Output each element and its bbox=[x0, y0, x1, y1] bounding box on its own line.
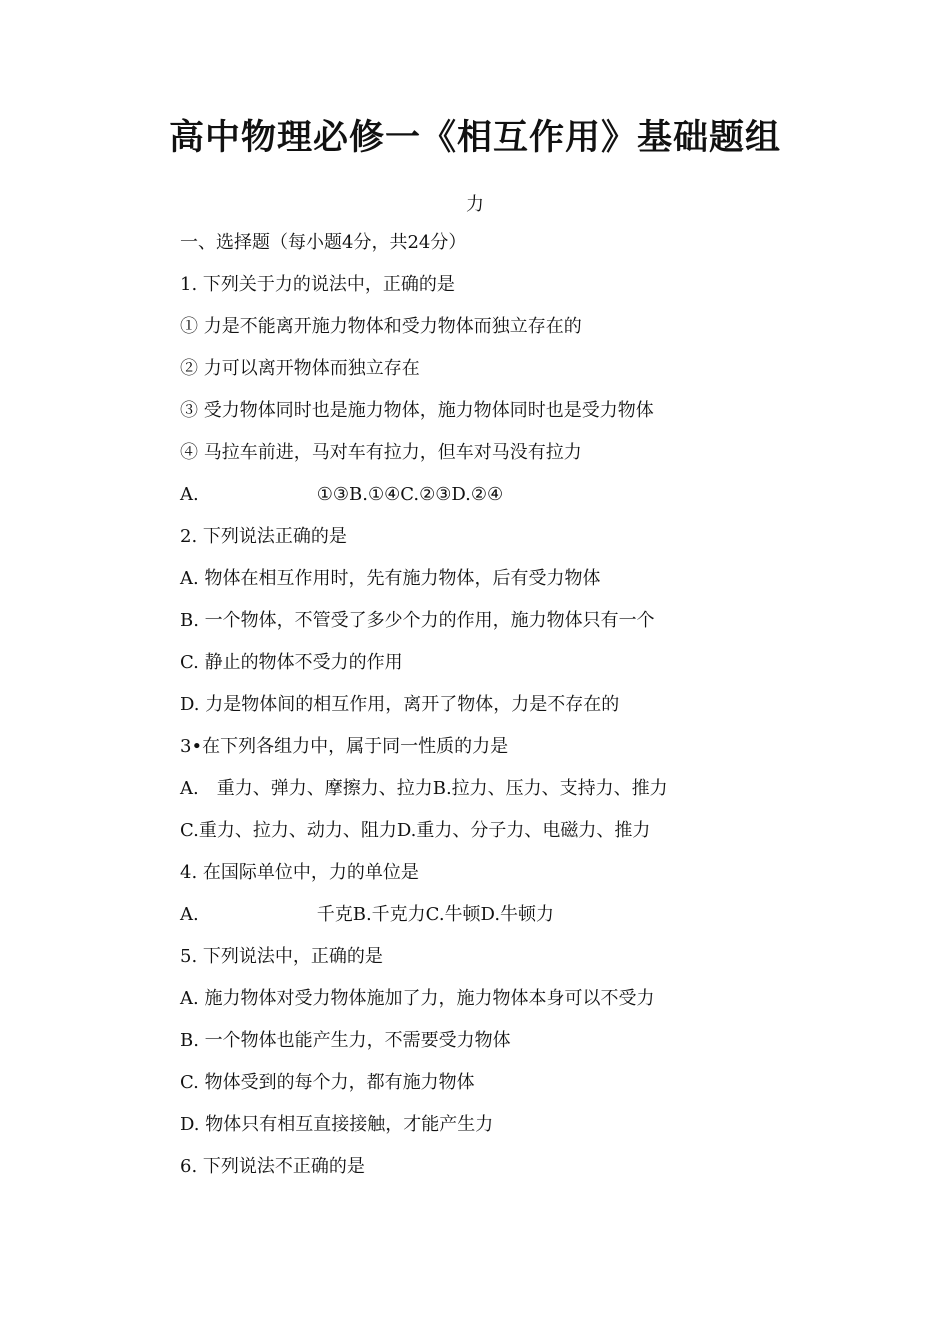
question-5-option-d: D. 物体只有相互直接接触，才能产生力 bbox=[180, 1114, 494, 1135]
option-prefix: A. bbox=[180, 904, 199, 925]
question-1-statement-2: ② 力可以离开物体而独立存在 bbox=[180, 358, 420, 379]
question-1-option-text: ①③B.①④C.②③D.②④ bbox=[316, 484, 504, 505]
question-1-stem: 1. 下列关于力的说法中，正确的是 bbox=[180, 274, 455, 295]
question-6-stem: 6. 下列说法不正确的是 bbox=[180, 1156, 365, 1177]
question-2-stem: 2. 下列说法正确的是 bbox=[180, 526, 347, 547]
question-list bbox=[180, 232, 920, 1198]
question-1-statement-1: ① 力是不能离开施力物体和受力物体而独立存在的 bbox=[180, 316, 582, 337]
section-title: 力 bbox=[466, 194, 484, 215]
question-5-stem: 5. 下列说法中，正确的是 bbox=[180, 946, 383, 967]
question-2-option-a: A. 物体在相互作用时，先有施力物体，后有受力物体 bbox=[180, 568, 601, 589]
question-2-option-c: C. 静止的物体不受力的作用 bbox=[180, 652, 403, 673]
option-prefix: A. bbox=[180, 778, 199, 799]
question-5-option-a: A. 施力物体对受力物体施加了力，施力物体本身可以不受力 bbox=[180, 988, 655, 1009]
question-3-stem: 3•在下列各组力中，属于同一性质的力是 bbox=[180, 736, 509, 757]
option-prefix: A. bbox=[180, 484, 199, 505]
question-3-options-cd: C.重力、拉力、动力、阻力D.重力、分子力、电磁力、推力 bbox=[180, 820, 651, 841]
question-5-option-b: B. 一个物体也能产生力，不需要受力物体 bbox=[180, 1030, 511, 1051]
question-4-stem: 4. 在国际单位中，力的单位是 bbox=[180, 862, 419, 883]
question-1-statement-4: ④ 马拉车前进，马对车有拉力，但车对马没有拉力 bbox=[180, 442, 582, 463]
section-heading: 一、选择题（每小题4分，共24分） bbox=[180, 232, 467, 253]
question-4-option-text: 千克B.千克力C.牛顿D.牛顿力 bbox=[316, 904, 555, 925]
question-3-option-text: 重力、弹力、摩擦力、拉力B.拉力、压力、支持力、推力 bbox=[216, 778, 668, 799]
question-4-options bbox=[180, 904, 920, 946]
document-title: 高中物理必修一《相互作用》基础题组 bbox=[168, 118, 781, 158]
question-2-option-d: D. 力是物体间的相互作用，离开了物体，力是不存在的 bbox=[180, 694, 620, 715]
question-1-statement-3: ③ 受力物体同时也是施力物体，施力物体同时也是受力物体 bbox=[180, 400, 654, 421]
question-3-options-ab bbox=[180, 778, 920, 820]
question-1-options bbox=[180, 484, 920, 526]
question-2-option-b: B. 一个物体，不管受了多少个力的作用，施力物体只有一个 bbox=[180, 610, 655, 631]
question-5-option-c: C. 物体受到的每个力，都有施力物体 bbox=[180, 1072, 475, 1093]
